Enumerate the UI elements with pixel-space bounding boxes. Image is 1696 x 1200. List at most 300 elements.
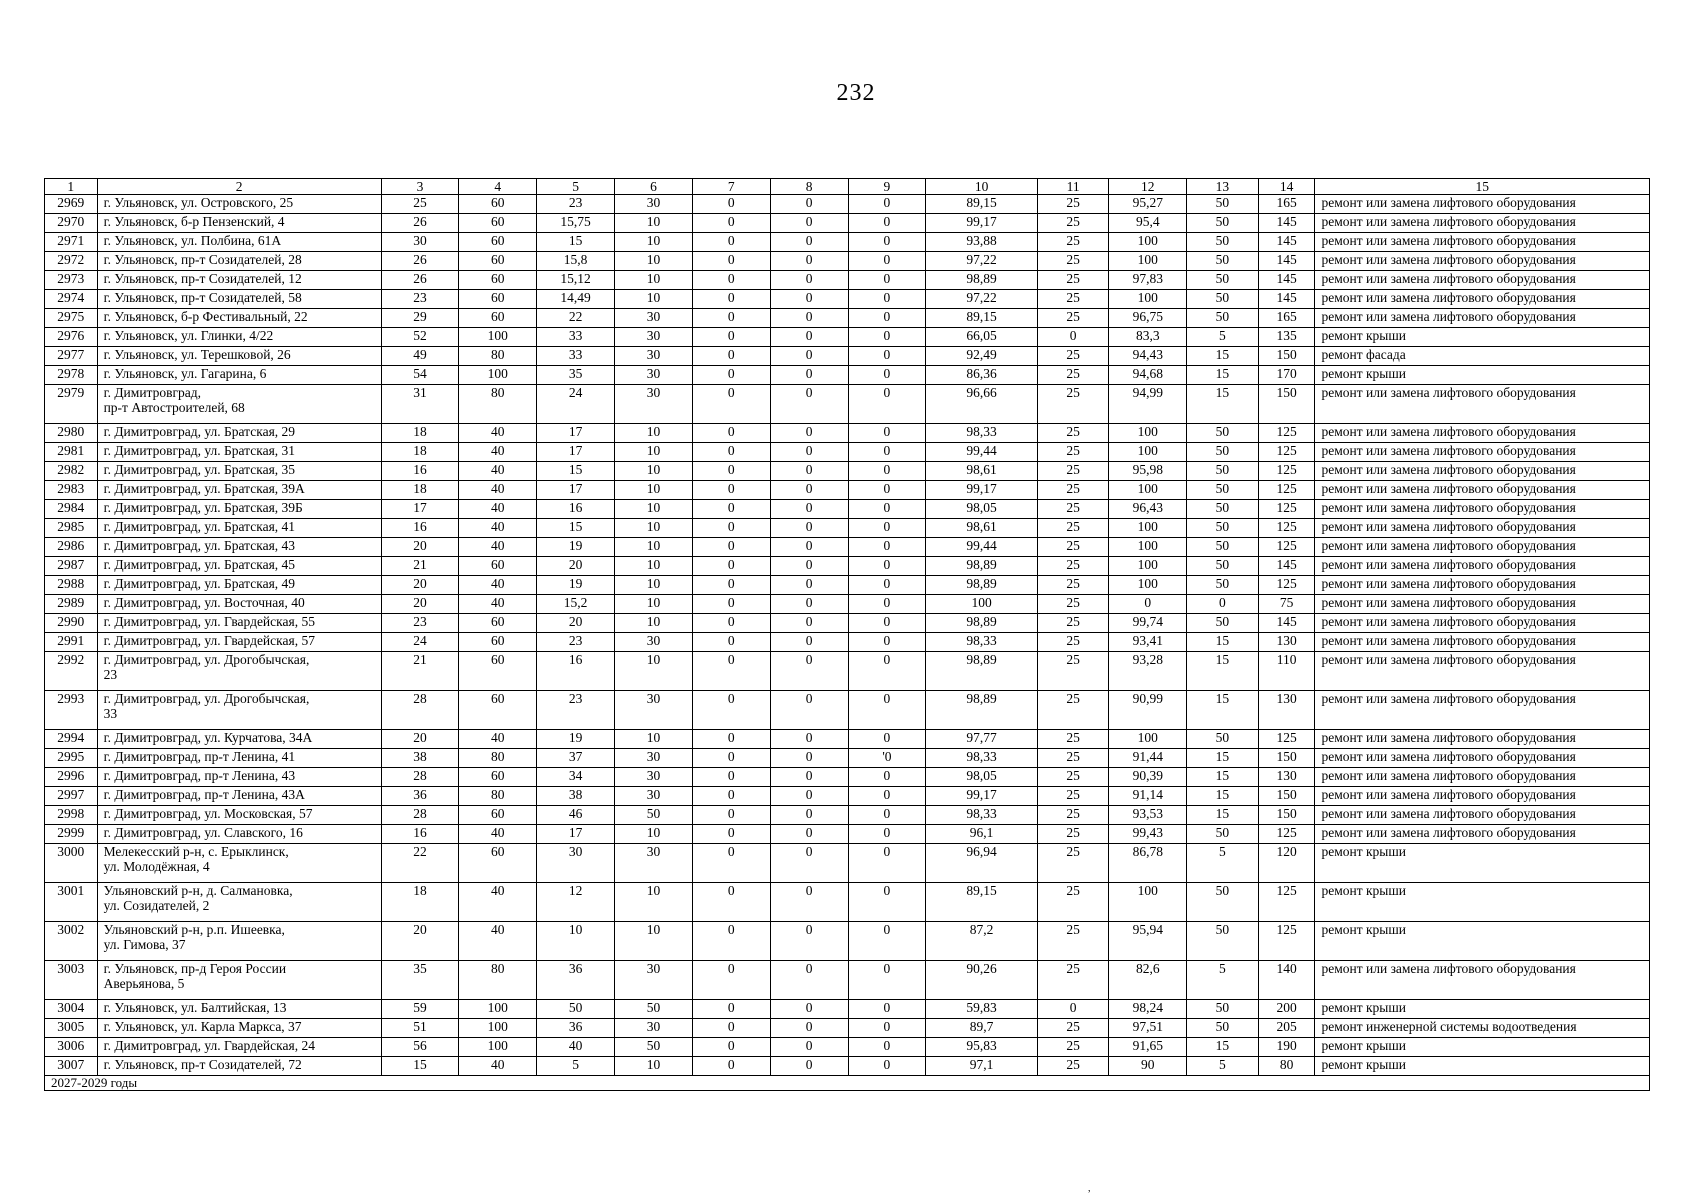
cell-no: 2970: [45, 214, 98, 233]
cell-v6: 30: [615, 366, 693, 385]
cell-addr: г. Димитровград, ул. Дрогобычская, 33: [97, 691, 381, 730]
cell-v14: 145: [1258, 214, 1315, 233]
cell-v12: 100: [1109, 443, 1187, 462]
cell-work: ремонт или замена лифтового оборудования: [1315, 691, 1650, 730]
cell-v10: 59,83: [926, 1000, 1037, 1019]
cell-v6: 30: [615, 691, 693, 730]
cell-v7: 0: [692, 233, 770, 252]
cell-v6: 10: [615, 233, 693, 252]
cell-v7: 0: [692, 195, 770, 214]
cell-work: ремонт или замена лифтового оборудования: [1315, 749, 1650, 768]
cell-work: ремонт или замена лифтового оборудования: [1315, 538, 1650, 557]
cell-v11: 25: [1037, 922, 1109, 961]
cell-work: ремонт или замена лифтового оборудования: [1315, 233, 1650, 252]
cell-addr: г. Димитровград, ул. Братская, 39А: [97, 481, 381, 500]
cell-v3: 51: [381, 1019, 459, 1038]
cell-v13: 50: [1187, 557, 1259, 576]
cell-no: 3000: [45, 844, 98, 883]
cell-v3: 18: [381, 481, 459, 500]
cell-work: ремонт крыши: [1315, 1000, 1650, 1019]
cell-v11: 25: [1037, 1057, 1109, 1076]
cell-v9: 0: [848, 443, 926, 462]
cell-v10: 96,94: [926, 844, 1037, 883]
cell-v12: 94,43: [1109, 347, 1187, 366]
cell-v7: 0: [692, 883, 770, 922]
cell-v7: 0: [692, 271, 770, 290]
table-row: [45, 252, 1650, 271]
cell-v10: 93,88: [926, 233, 1037, 252]
cell-v12: 99,74: [1109, 614, 1187, 633]
cell-v10: 98,89: [926, 614, 1037, 633]
cell-v10: 99,44: [926, 443, 1037, 462]
cell-v11: 25: [1037, 825, 1109, 844]
cell-v11: 25: [1037, 538, 1109, 557]
cell-v4: 40: [459, 1057, 537, 1076]
cell-v11: 25: [1037, 576, 1109, 595]
header-cell-14: 14: [1258, 179, 1315, 195]
cell-work: ремонт или замена лифтового оборудования: [1315, 576, 1650, 595]
cell-v13: 50: [1187, 614, 1259, 633]
cell-v6: 10: [615, 443, 693, 462]
cell-work: ремонт крыши: [1315, 328, 1650, 347]
cell-v10: 97,22: [926, 290, 1037, 309]
cell-v10: 96,1: [926, 825, 1037, 844]
cell-v9: 0: [848, 481, 926, 500]
cell-v3: 20: [381, 730, 459, 749]
cell-no: 2973: [45, 271, 98, 290]
cell-v5: 23: [537, 195, 615, 214]
cell-v11: 25: [1037, 787, 1109, 806]
table-row: [45, 825, 1650, 844]
cell-v7: 0: [692, 462, 770, 481]
cell-v9: 0: [848, 424, 926, 443]
cell-v11: 25: [1037, 749, 1109, 768]
cell-v8: 0: [770, 366, 848, 385]
table-row: [45, 290, 1650, 309]
cell-v7: 0: [692, 538, 770, 557]
table-row: [45, 500, 1650, 519]
cell-v10: 89,7: [926, 1019, 1037, 1038]
cell-v14: 150: [1258, 347, 1315, 366]
cell-v12: 90: [1109, 1057, 1187, 1076]
header-cell-1: 1: [45, 179, 98, 195]
cell-v7: 0: [692, 443, 770, 462]
cell-v8: 0: [770, 806, 848, 825]
cell-v5: 5: [537, 1057, 615, 1076]
cell-work: ремонт или замена лифтового оборудования: [1315, 652, 1650, 691]
cell-v13: 15: [1187, 787, 1259, 806]
table-row: [45, 883, 1650, 922]
cell-v9: 0: [848, 385, 926, 424]
cell-no: 2987: [45, 557, 98, 576]
cell-v9: 0: [848, 576, 926, 595]
cell-v7: 0: [692, 519, 770, 538]
cell-v9: 0: [848, 1038, 926, 1057]
cell-v14: 125: [1258, 462, 1315, 481]
cell-v9: 0: [848, 787, 926, 806]
cell-v6: 10: [615, 462, 693, 481]
cell-v4: 100: [459, 328, 537, 347]
cell-v5: 15,75: [537, 214, 615, 233]
table-row: [45, 787, 1650, 806]
cell-v12: 99,43: [1109, 825, 1187, 844]
cell-v5: 16: [537, 652, 615, 691]
cell-v9: 0: [848, 519, 926, 538]
table-row: [45, 557, 1650, 576]
cell-v13: 50: [1187, 922, 1259, 961]
cell-v6: 30: [615, 844, 693, 883]
cell-v13: 50: [1187, 1000, 1259, 1019]
cell-addr: г. Ульяновск, б-р Фестивальный, 22: [97, 309, 381, 328]
header-row: [45, 179, 1650, 195]
cell-v14: 190: [1258, 1038, 1315, 1057]
cell-v6: 30: [615, 385, 693, 424]
cell-v10: 98,33: [926, 749, 1037, 768]
cell-v6: 30: [615, 309, 693, 328]
cell-v6: 10: [615, 271, 693, 290]
cell-addr: Ульяновский р-н, р.п. Ишеевка, ул. Гимова, 37: [97, 922, 381, 961]
cell-v11: 25: [1037, 961, 1109, 1000]
cell-v4: 40: [459, 462, 537, 481]
cell-v5: 40: [537, 1038, 615, 1057]
cell-v13: 50: [1187, 462, 1259, 481]
table-row: [45, 595, 1650, 614]
cell-v12: 90,99: [1109, 691, 1187, 730]
cell-work: ремонт или замена лифтового оборудования: [1315, 252, 1650, 271]
cell-work: ремонт или замена лифтового оборудования: [1315, 633, 1650, 652]
cell-v6: 30: [615, 749, 693, 768]
cell-v8: 0: [770, 961, 848, 1000]
cell-v3: 30: [381, 233, 459, 252]
cell-v10: 98,89: [926, 557, 1037, 576]
cell-work: ремонт или замена лифтового оборудования: [1315, 290, 1650, 309]
cell-work: ремонт или замена лифтового оборудования: [1315, 309, 1650, 328]
cell-v11: 25: [1037, 519, 1109, 538]
cell-v7: 0: [692, 922, 770, 961]
cell-v14: 140: [1258, 961, 1315, 1000]
header-cell-7: 7: [692, 179, 770, 195]
cell-v11: 25: [1037, 1038, 1109, 1057]
cell-no: 2996: [45, 768, 98, 787]
cell-no: 2969: [45, 195, 98, 214]
cell-v8: 0: [770, 214, 848, 233]
cell-v5: 19: [537, 730, 615, 749]
cell-v14: 165: [1258, 309, 1315, 328]
cell-work: ремонт крыши: [1315, 883, 1650, 922]
cell-v12: 0: [1109, 595, 1187, 614]
cell-v13: 15: [1187, 691, 1259, 730]
cell-v8: 0: [770, 233, 848, 252]
cell-v9: 0: [848, 1057, 926, 1076]
cell-v11: 25: [1037, 443, 1109, 462]
header-cell-8: 8: [770, 179, 848, 195]
cell-v10: 89,15: [926, 883, 1037, 922]
cell-v8: 0: [770, 844, 848, 883]
header-cell-13: 13: [1187, 179, 1259, 195]
cell-v3: 18: [381, 443, 459, 462]
cell-v8: 0: [770, 385, 848, 424]
cell-v4: 40: [459, 922, 537, 961]
cell-v10: 99,17: [926, 787, 1037, 806]
cell-work: ремонт или замена лифтового оборудования: [1315, 614, 1650, 633]
cell-v12: 97,83: [1109, 271, 1187, 290]
cell-no: 2981: [45, 443, 98, 462]
cell-no: 3003: [45, 961, 98, 1000]
cell-v9: '0: [848, 749, 926, 768]
cell-v13: 50: [1187, 309, 1259, 328]
cell-addr: г. Ульяновск, ул. Терешковой, 26: [97, 347, 381, 366]
cell-v13: 5: [1187, 844, 1259, 883]
cell-v4: 80: [459, 749, 537, 768]
cell-v6: 30: [615, 1019, 693, 1038]
cell-v14: 130: [1258, 768, 1315, 787]
cell-v12: 93,28: [1109, 652, 1187, 691]
cell-v12: 100: [1109, 290, 1187, 309]
cell-v8: 0: [770, 922, 848, 961]
cell-v3: 59: [381, 1000, 459, 1019]
cell-v13: 50: [1187, 538, 1259, 557]
cell-no: 3004: [45, 1000, 98, 1019]
cell-v7: 0: [692, 309, 770, 328]
cell-v12: 100: [1109, 519, 1187, 538]
cell-v5: 37: [537, 749, 615, 768]
cell-v5: 17: [537, 424, 615, 443]
cell-v14: 130: [1258, 633, 1315, 652]
cell-addr: г. Димитровград, ул. Московская, 57: [97, 806, 381, 825]
cell-v3: 28: [381, 768, 459, 787]
cell-v8: 0: [770, 1038, 848, 1057]
cell-v10: 98,89: [926, 652, 1037, 691]
cell-v9: 0: [848, 252, 926, 271]
cell-addr: г. Димитровград, ул. Гвардейская, 55: [97, 614, 381, 633]
cell-v5: 38: [537, 787, 615, 806]
cell-v10: 98,33: [926, 806, 1037, 825]
cell-v13: 50: [1187, 424, 1259, 443]
cell-v14: 125: [1258, 730, 1315, 749]
cell-v12: 95,4: [1109, 214, 1187, 233]
cell-v11: 25: [1037, 271, 1109, 290]
cell-no: 3005: [45, 1019, 98, 1038]
cell-addr: г. Димитровград, ул. Братская, 29: [97, 424, 381, 443]
table-row: [45, 271, 1650, 290]
cell-v4: 60: [459, 195, 537, 214]
cell-addr: г. Димитровград, ул. Братская, 41: [97, 519, 381, 538]
cell-v10: 99,17: [926, 214, 1037, 233]
cell-addr: г. Димитровград, ул. Братская, 39Б: [97, 500, 381, 519]
cell-v12: 100: [1109, 730, 1187, 749]
cell-v8: 0: [770, 652, 848, 691]
cell-v4: 40: [459, 883, 537, 922]
cell-v4: 60: [459, 806, 537, 825]
cell-v4: 60: [459, 271, 537, 290]
cell-v11: 25: [1037, 385, 1109, 424]
cell-v7: 0: [692, 614, 770, 633]
cell-v10: 66,05: [926, 328, 1037, 347]
table-row: [45, 233, 1650, 252]
cell-v13: 50: [1187, 883, 1259, 922]
cell-work: ремонт или замена лифтового оборудования: [1315, 961, 1650, 1000]
table-row: [45, 538, 1650, 557]
cell-v11: 25: [1037, 844, 1109, 883]
table-row: [45, 1057, 1650, 1076]
cell-v3: 35: [381, 961, 459, 1000]
cell-v13: 15: [1187, 385, 1259, 424]
cell-no: 2993: [45, 691, 98, 730]
cell-v12: 91,44: [1109, 749, 1187, 768]
cell-v14: 120: [1258, 844, 1315, 883]
cell-v10: 98,61: [926, 462, 1037, 481]
cell-v5: 17: [537, 825, 615, 844]
cell-v10: 97,1: [926, 1057, 1037, 1076]
header-cell-6: 6: [615, 179, 693, 195]
cell-v7: 0: [692, 633, 770, 652]
cell-v13: 5: [1187, 1057, 1259, 1076]
cell-v3: 52: [381, 328, 459, 347]
table-row: [45, 768, 1650, 787]
cell-v5: 36: [537, 1019, 615, 1038]
cell-no: 2991: [45, 633, 98, 652]
cell-v11: 25: [1037, 233, 1109, 252]
cell-addr: г. Димитровград, ул. Братская, 31: [97, 443, 381, 462]
cell-v14: 150: [1258, 749, 1315, 768]
cell-v9: 0: [848, 922, 926, 961]
cell-v8: 0: [770, 328, 848, 347]
cell-v8: 0: [770, 730, 848, 749]
cell-v5: 36: [537, 961, 615, 1000]
cell-v13: 50: [1187, 290, 1259, 309]
cell-v4: 60: [459, 633, 537, 652]
cell-addr: г. Димитровград, ул. Братская, 43: [97, 538, 381, 557]
cell-v4: 40: [459, 519, 537, 538]
cell-work: ремонт крыши: [1315, 1038, 1650, 1057]
cell-no: 2989: [45, 595, 98, 614]
cell-v5: 15: [537, 462, 615, 481]
cell-v4: 60: [459, 557, 537, 576]
cell-addr: г. Димитровград, ул. Гвардейская, 24: [97, 1038, 381, 1057]
cell-v6: 10: [615, 652, 693, 691]
cell-v13: 50: [1187, 519, 1259, 538]
cell-v6: 30: [615, 768, 693, 787]
cell-v8: 0: [770, 347, 848, 366]
cell-v6: 10: [615, 730, 693, 749]
stray-mark: ,: [1088, 1183, 1091, 1194]
cell-v11: 25: [1037, 691, 1109, 730]
cell-no: 2997: [45, 787, 98, 806]
table-row: [45, 806, 1650, 825]
cell-addr: г. Ульяновск, ул. Гагарина, 6: [97, 366, 381, 385]
cell-v13: 50: [1187, 443, 1259, 462]
cell-v6: 10: [615, 1057, 693, 1076]
cell-v6: 10: [615, 922, 693, 961]
cell-no: 2982: [45, 462, 98, 481]
cell-no: 2974: [45, 290, 98, 309]
cell-v12: 95,27: [1109, 195, 1187, 214]
header-cell-12: 12: [1109, 179, 1187, 195]
cell-v9: 0: [848, 652, 926, 691]
cell-v11: 25: [1037, 214, 1109, 233]
cell-v3: 21: [381, 557, 459, 576]
cell-v4: 40: [459, 424, 537, 443]
cell-v13: 50: [1187, 481, 1259, 500]
cell-v7: 0: [692, 214, 770, 233]
cell-v5: 50: [537, 1000, 615, 1019]
cell-v13: 50: [1187, 576, 1259, 595]
cell-work: ремонт или замена лифтового оборудования: [1315, 768, 1650, 787]
cell-v7: 0: [692, 806, 770, 825]
cell-v14: 150: [1258, 787, 1315, 806]
cell-addr: г. Димитровград, ул. Славского, 16: [97, 825, 381, 844]
cell-v11: 25: [1037, 366, 1109, 385]
cell-v14: 80: [1258, 1057, 1315, 1076]
cell-v13: 50: [1187, 214, 1259, 233]
cell-no: 3001: [45, 883, 98, 922]
cell-v9: 0: [848, 614, 926, 633]
cell-v9: 0: [848, 595, 926, 614]
table-row: [45, 443, 1650, 462]
cell-v7: 0: [692, 366, 770, 385]
cell-v3: 23: [381, 614, 459, 633]
cell-v4: 40: [459, 576, 537, 595]
table-body: [45, 195, 1650, 1076]
cell-no: 2992: [45, 652, 98, 691]
cell-v8: 0: [770, 768, 848, 787]
cell-work: ремонт или замена лифтового оборудования: [1315, 443, 1650, 462]
cell-v6: 10: [615, 500, 693, 519]
cell-v5: 14,49: [537, 290, 615, 309]
cell-no: 2978: [45, 366, 98, 385]
cell-v13: 50: [1187, 825, 1259, 844]
cell-v14: 125: [1258, 922, 1315, 961]
cell-v12: 100: [1109, 233, 1187, 252]
cell-v5: 15,12: [537, 271, 615, 290]
table-row: [45, 366, 1650, 385]
cell-v3: 29: [381, 309, 459, 328]
cell-work: ремонт или замена лифтового оборудования: [1315, 806, 1650, 825]
cell-v4: 80: [459, 385, 537, 424]
cell-addr: г. Димитровград, пр-т Ленина, 43: [97, 768, 381, 787]
cell-v9: 0: [848, 730, 926, 749]
cell-v12: 86,78: [1109, 844, 1187, 883]
cell-v7: 0: [692, 825, 770, 844]
cell-v12: 96,75: [1109, 309, 1187, 328]
cell-v5: 19: [537, 576, 615, 595]
cell-addr: г. Димитровград, ул. Братская, 35: [97, 462, 381, 481]
cell-v7: 0: [692, 252, 770, 271]
cell-work: ремонт крыши: [1315, 844, 1650, 883]
cell-work: ремонт или замена лифтового оборудования: [1315, 730, 1650, 749]
cell-work: ремонт или замена лифтового оборудования: [1315, 462, 1650, 481]
cell-v9: 0: [848, 214, 926, 233]
cell-v3: 16: [381, 519, 459, 538]
cell-v14: 135: [1258, 328, 1315, 347]
table-row: [45, 633, 1650, 652]
cell-v12: 100: [1109, 576, 1187, 595]
header-cell-4: 4: [459, 179, 537, 195]
cell-v8: 0: [770, 443, 848, 462]
table-row: [45, 1000, 1650, 1019]
cell-v3: 54: [381, 366, 459, 385]
cell-v8: 0: [770, 825, 848, 844]
cell-addr: Мелекесский р-н, с. Ерыклинск, ул. Молодёжная, 4: [97, 844, 381, 883]
cell-v9: 0: [848, 633, 926, 652]
cell-v14: 75: [1258, 595, 1315, 614]
cell-v4: 40: [459, 730, 537, 749]
cell-addr: г. Ульяновск, пр-т Созидателей, 28: [97, 252, 381, 271]
cell-v9: 0: [848, 883, 926, 922]
cell-no: 2983: [45, 481, 98, 500]
cell-v13: 15: [1187, 347, 1259, 366]
cell-work: ремонт крыши: [1315, 1057, 1650, 1076]
